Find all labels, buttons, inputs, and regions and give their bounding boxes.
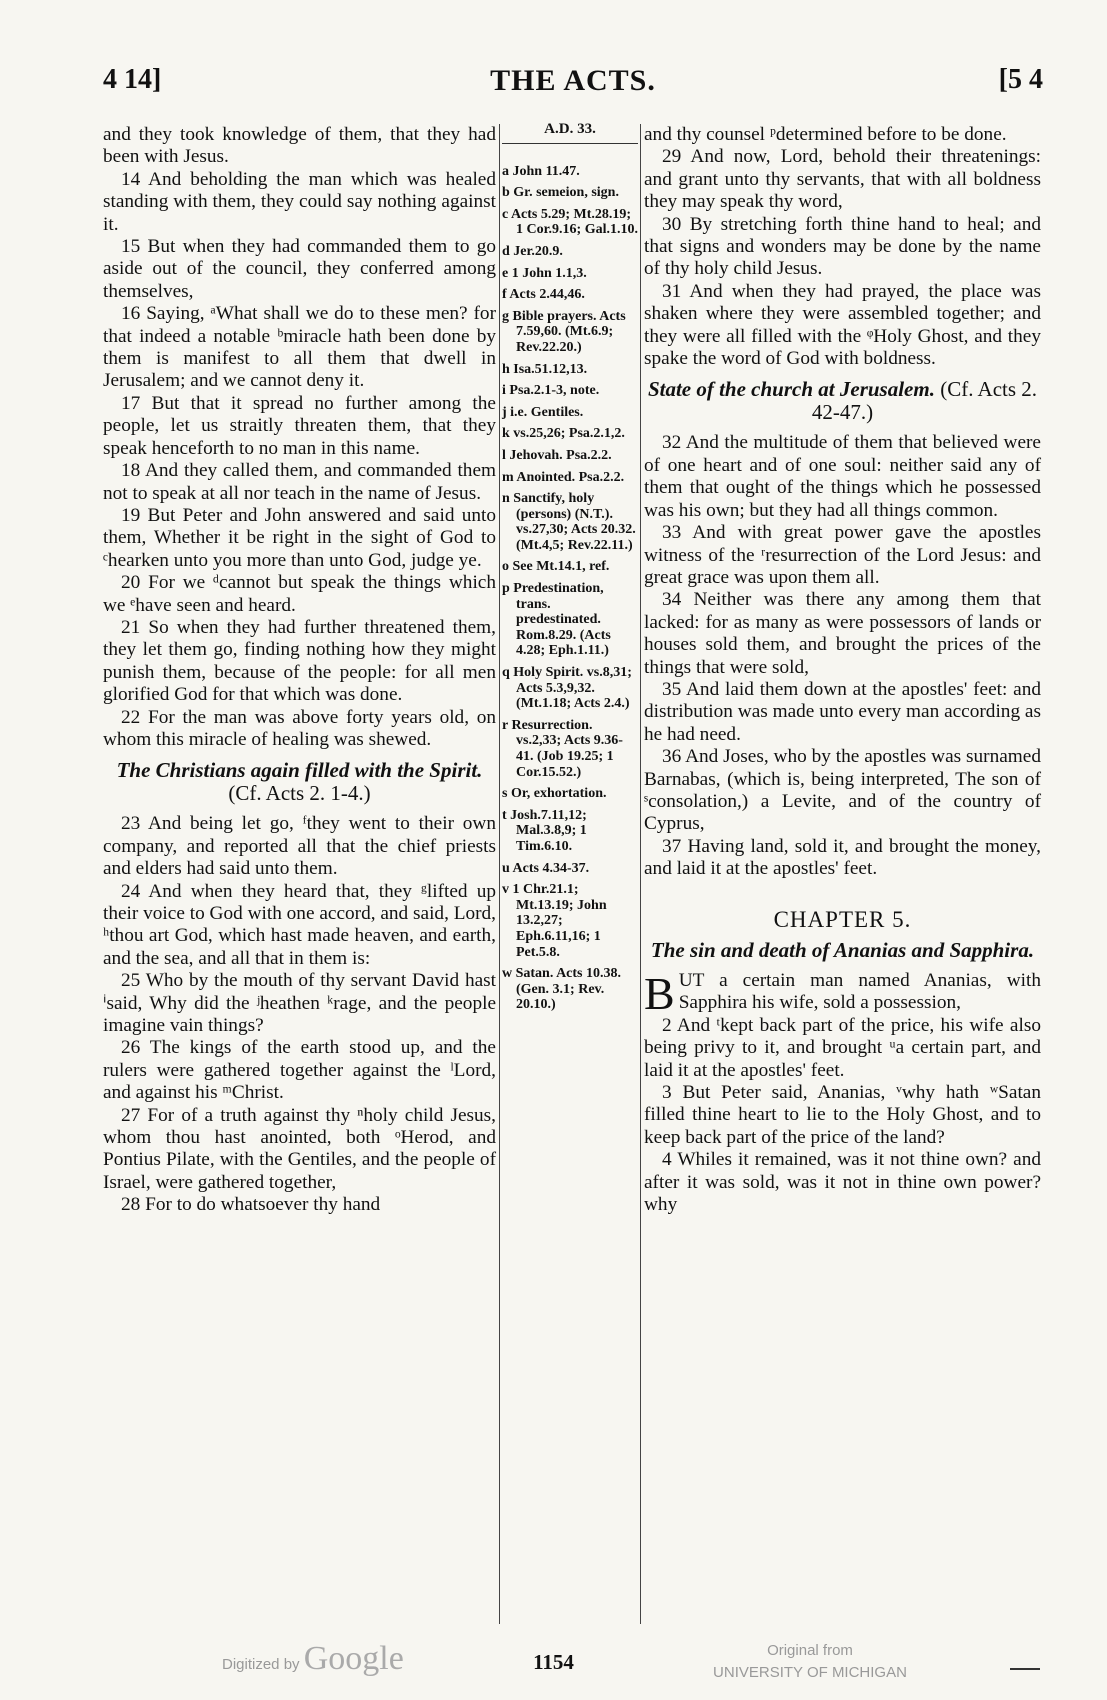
reference: u Acts 4.34-37. bbox=[502, 860, 590, 876]
verse: 37 Having land, sold it, and brought the money, and laid it at the apostles' feet. bbox=[644, 835, 1041, 880]
verse: 34 Neither was there any among them that lacked: for as many as were possessors of lands or houses sold them, and brought the prices of the things that were sold, bbox=[644, 589, 1041, 678]
reference: r Resurrection. vs.2,33; Acts 9.36-41. (Job 19.25; 1 Cor.15.52.) bbox=[502, 717, 623, 780]
reference: i Psa.2.1-3, note. bbox=[502, 383, 600, 399]
origin-watermark bbox=[690, 1640, 930, 1684]
verse: 29 And now, Lord, behold their threatenings: and grant unto thy servants, that with all boldness they may speak thy word, bbox=[644, 146, 1041, 213]
verse: 20 For we ᵈcannot but speak the things which we ᵉhave seen and heard. bbox=[103, 572, 496, 616]
university-label: UNIVERSITY OF MICHIGAN bbox=[713, 1664, 907, 1681]
verse: 3 But Peter said, Ananias, ᵛwhy hath ʷSatan filled thine heart to lie to the Holy Ghost, and to keep back part of the price of the land? bbox=[644, 1082, 1041, 1148]
verse: 28 For to do whatsoever thy hand bbox=[121, 1194, 381, 1216]
reference: v 1 Chr.21.1; Mt.13.19; John 13.2,27; Eph.6.11,16; 1 Pet.5.8. bbox=[502, 882, 607, 960]
reference: g Bible prayers. Acts 7.59,60. (Mt.6.9; Rev.22.20.) bbox=[502, 308, 626, 355]
verse: 22 For the man was above forty years old, on whom this miracle of healing was shewed. bbox=[103, 706, 496, 750]
verse: 14 And beholding the man which was healed standing with them, they could say nothing against it. bbox=[103, 168, 496, 235]
reference: w Satan. Acts 10.38. (Gen. 3.1; Rev. 20.10.) bbox=[502, 966, 622, 1013]
date-label: A.D. 33. bbox=[502, 118, 638, 144]
running-header bbox=[103, 64, 1043, 104]
verse: 16 Saying, ᵃWhat shall we do to these men? for that indeed a notable ᵇmiracle hath been done by them is manifest to all them that dwell in Jerusalem; and we cannot deny it. bbox=[103, 303, 496, 392]
section-ref: (Cf. Acts 2. 1-4.) bbox=[228, 781, 371, 806]
chapter-section-title: The sin and death of Ananias and Sapphira. bbox=[650, 938, 1035, 962]
verse: 30 By stretching forth thine hand to heal; and that signs and wonders may be done by the name of thy holy child Jesus. bbox=[644, 213, 1041, 280]
opening-text: UT a certain man named Ananias, with Sapphira his wife, sold a possession, bbox=[678, 970, 1041, 1014]
scan-mark bbox=[1010, 1668, 1040, 1670]
drop-cap: B bbox=[644, 968, 675, 1019]
header-left: 4 14] bbox=[103, 64, 162, 95]
verse: 18 And they called them, and commanded them not to speak at all nor teach in the name of Jesus. bbox=[103, 460, 496, 504]
text-column-right bbox=[644, 124, 1041, 1216]
page-number: 1154 bbox=[533, 1650, 574, 1674]
section-heading bbox=[103, 759, 496, 805]
verse: 2 And ᵗkept back part of the price, his wife also being privy to it, and brought ᵘa certain part, and laid it at the apostles' feet. bbox=[644, 1014, 1041, 1081]
reference: q Holy Spirit. vs.8,31; Acts 5.3,9,32. (Mt.1.18; Acts 2.4.) bbox=[502, 665, 632, 712]
verse: 17 But that it spread no further among the people, let us straitly threaten them, that they speak henceforth to no man in this name. bbox=[103, 392, 496, 459]
reference: a John 11.47. bbox=[502, 163, 580, 179]
reference: b Gr. semeion, sign. bbox=[502, 185, 619, 201]
verse: 15 But when they had commanded them to go aside out of the council, they conferred among themselves, bbox=[103, 236, 496, 302]
reference: m Anointed. Psa.2.2. bbox=[502, 469, 625, 485]
section-heading bbox=[644, 378, 1041, 424]
verse: 36 And Joses, who by the apostles was surnamed Barnabas, (which is, being interpreted, The son of ˢconsolation,) a Levite, and of the country of Cyprus, bbox=[644, 746, 1041, 835]
verse: 21 So when they had further threatened them, they let them go, finding nothing how they might punish them, because of the people: for all men glorified God for that which was done. bbox=[103, 616, 496, 706]
reference: o See Mt.14.1, ref. bbox=[502, 559, 610, 575]
text-column-left bbox=[103, 124, 496, 1217]
verse: 33 And with great power gave the apostles witness of the ʳresurrection of the Lord Jesus: and great grace was upon them all. bbox=[644, 522, 1041, 588]
original-from-label: Original from bbox=[767, 1642, 853, 1659]
reference: c Acts 5.29; Mt.28.19; 1 Cor.9.16; Gal.1.10. bbox=[502, 206, 638, 238]
reference: n Sanctify, holy (persons) (N.T.). vs.27,30; Acts 20.32. (Mt.4,5; Rev.22.11.) bbox=[502, 491, 636, 553]
reference: t Josh.7.11,12; Mal.3.8,9; 1 Tim.6.10. bbox=[502, 807, 587, 854]
margin-references bbox=[502, 118, 638, 1019]
section-ref: (Cf. Acts 2. 42-47.) bbox=[811, 377, 1038, 425]
reference: j i.e. Gentiles. bbox=[502, 404, 584, 420]
column-rule-right bbox=[640, 124, 641, 1624]
header-right: [5 4 bbox=[998, 64, 1043, 95]
digitized-label: Digitized by bbox=[222, 1656, 300, 1673]
reference: d Jer.20.9. bbox=[502, 243, 563, 259]
verse: 32 And the multitude of them that believed were of one heart and of one soul: neither said any of them that ought of the things which he possessed was his own; but they had all things common. bbox=[644, 432, 1041, 521]
section-title: The Christians again filled with the Spirit. bbox=[116, 758, 483, 783]
verse: 4 Whiles it remained, was it not thine own? and after it was sold, was it not in thine own power? why bbox=[644, 1149, 1041, 1216]
verse: 27 For of a truth against thy ⁿholy child Jesus, whom thou hast anointed, both ᵒHerod, and Pontius Pilate, with the Gentiles, and the people of Israel, were gathered together, bbox=[103, 1104, 496, 1193]
reference: f Acts 2.44,46. bbox=[502, 287, 585, 303]
chapter-opening bbox=[644, 968, 1041, 1019]
verse: 35 And laid them down at the apostles' feet: and distribution was made unto every man according as he had need. bbox=[644, 678, 1041, 745]
verse: 24 And when they heard that, they ᵍlifted up their voice to God with one accord, and said, Lord, ʰthou art God, which hast made heaven, and earth, and the sea, and all that in them is: bbox=[103, 880, 497, 969]
verse: 19 But Peter and John answered and said unto them, Whether it be right in the sight of God to ᶜhearken unto you more than unto God, judge ye. bbox=[103, 504, 496, 571]
verse: 25 Who by the mouth of thy servant David hast ⁱsaid, Why did the ʲheathen ᵏrage, and the people imagine vain things? bbox=[103, 970, 496, 1037]
chapter-heading: CHAPTER 5. bbox=[773, 906, 912, 932]
google-logo: Google bbox=[303, 1640, 404, 1677]
section-title: State of the church at Jerusalem. bbox=[647, 377, 935, 402]
verse: 26 The kings of the earth stood up, and the rulers were gathered together against the ˡLord, and against his ᵐChrist. bbox=[103, 1037, 496, 1104]
reference: l Jehovah. Psa.2.2. bbox=[502, 447, 612, 463]
reference: h Isa.51.12,13. bbox=[502, 361, 588, 377]
digitized-watermark bbox=[222, 1640, 404, 1678]
verse: and thy counsel ᵖdetermined before to be done. bbox=[644, 124, 1007, 145]
verse: 23 And being let go, ᶠthey went to their own company, and reported all that the chief priests and elders had said unto them. bbox=[103, 813, 496, 880]
reference: k vs.25,26; Psa.2.1,2. bbox=[502, 426, 625, 442]
verse: and they took knowledge of them, that they had been with Jesus. bbox=[103, 124, 496, 168]
header-title: THE ACTS. bbox=[490, 64, 656, 97]
reference: e 1 John 1.1,3. bbox=[502, 265, 587, 281]
column-rule-left bbox=[499, 124, 500, 1624]
reference: p Predestination, trans. predestinated. Rom.8.29. (Acts 4.28; Eph.1.11.) bbox=[502, 581, 611, 659]
verse: 31 And when they had prayed, the place was shaken where they were assembled together; and they were all filled with the ᵠHoly Ghost, and they spake the word of God with boldness. bbox=[644, 280, 1041, 370]
reference: s Or, exhortation. bbox=[502, 786, 607, 802]
